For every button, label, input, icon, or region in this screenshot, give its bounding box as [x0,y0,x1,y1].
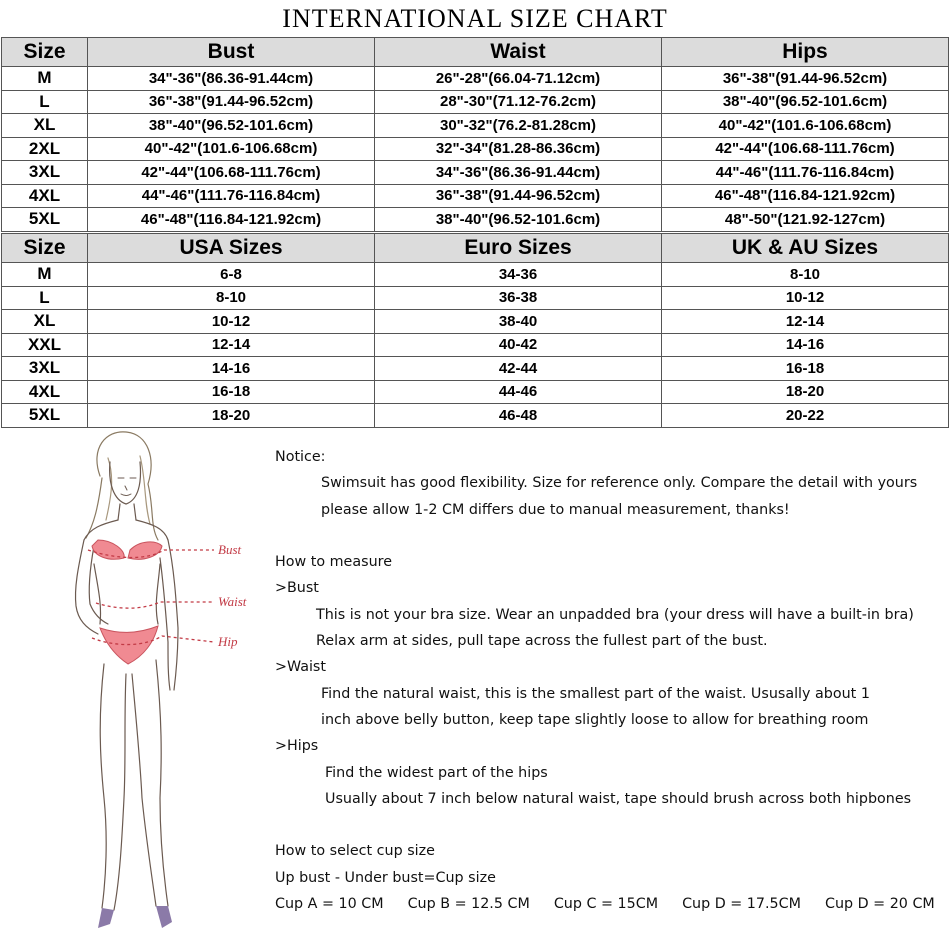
shoulders [84,520,168,540]
conversion-header-cell: UK & AU Sizes [662,234,949,263]
conversion-value-cell: 36-38 [375,286,662,310]
conversion-value-cell: 14-16 [88,357,375,381]
cup-size-item: Cup D = 17.5CM [682,896,801,913]
measurement-value-cell: 34"-36"(86.36-91.44cm) [88,67,375,91]
conversion-value-cell: 8-10 [662,263,949,287]
size-cell: M [2,67,88,91]
measurement-value-cell: 30"-32"(76.2-81.28cm) [375,114,662,138]
face-outline [110,462,141,504]
size-cell: 4XL [2,380,88,404]
waist-measure-line [96,602,214,608]
measurement-value-cell: 46"-48"(116.84-121.92cm) [88,208,375,232]
conversion-value-cell: 46-48 [375,404,662,428]
bust-label: Bust [218,542,242,557]
table-row [2,404,949,428]
conversion-header-row [2,234,949,263]
hips-heading: >Hips [275,738,319,755]
size-cell: 4XL [2,184,88,208]
table-row [2,263,949,287]
conversion-header-cell: Euro Sizes [375,234,662,263]
table-row [2,114,949,138]
measurement-value-cell: 38"-40"(96.52-101.6cm) [88,114,375,138]
measurement-value-cell: 32"-34"(81.28-86.36cm) [375,137,662,161]
conversion-value-cell: 10-12 [662,286,949,310]
measurement-value-cell: 36"-38"(91.44-96.52cm) [662,67,949,91]
cup-size-item: Cup B = 12.5 CM [407,896,530,913]
table-row [2,380,949,404]
measurement-value-cell: 48"-50"(121.92-127cm) [662,208,949,232]
size-cell: 2XL [2,137,88,161]
conversion-header-cell: USA Sizes [88,234,375,263]
notice-heading: Notice: [275,449,326,465]
body-measurement-illustration [28,428,268,943]
size-cell: XL [2,114,88,138]
size-cell: L [2,286,88,310]
waist-instruction: inch above belly button, keep tape slightly loose to allow for breathing room [321,711,869,728]
measurement-value-cell: 28"-30"(71.12-76.2cm) [375,90,662,114]
cup-heading: How to select cup size [275,843,435,860]
size-cell: XXL [2,333,88,357]
conversion-value-cell: 16-18 [88,380,375,404]
conversion-value-cell: 44-46 [375,380,662,404]
notice-line: please allow 1-2 CM differs due to manual measurement, thanks! [321,501,790,518]
size-cell: M [2,263,88,287]
waist-instruction: Find the natural waist, this is the smallest part of the waist. Ususally about 1 [321,685,870,702]
conversion-value-cell: 42-44 [375,357,662,381]
left-leg [100,664,126,910]
cup-size-item: Cup A = 10 CM [275,896,384,913]
bra-top [92,540,162,559]
conversion-value-cell: 38-40 [375,310,662,334]
size-cell: XL [2,310,88,334]
conversion-value-cell: 6-8 [88,263,375,287]
measurement-value-cell: 42"-44"(106.68-111.76cm) [88,161,375,185]
hips-instruction: Usually about 7 inch below natural waist, tape should brush across both hipbones [325,790,912,807]
size-cell: 5XL [2,208,88,232]
cup-formula: Up bust - Under bust=Cup size [275,869,496,886]
measure-heading: How to measure [275,554,392,571]
measurement-value-cell: 46"-48"(116.84-121.92cm) [662,184,949,208]
torso [94,564,160,624]
bust-instruction: This is not your bra size. Wear an unpadded bra (your dress will have a built-in bra) [316,606,914,623]
bust-instruction: Relax arm at sides, pull tape across the fullest part of the bust. [316,633,768,650]
measurement-header-cell: Bust [88,38,375,67]
conversion-value-cell: 8-10 [88,286,375,310]
table-row [2,208,949,232]
measurement-value-cell: 42"-44"(106.68-111.76cm) [662,137,949,161]
hips-instruction: Find the widest part of the hips [325,764,548,781]
measurement-value-cell: 44"-46"(111.76-116.84cm) [662,161,949,185]
conversion-table [1,233,949,428]
bust-heading: >Bust [275,580,319,597]
right-leg [132,660,168,906]
cup-size-item: Cup C = 15CM [553,896,659,913]
conversion-value-cell: 14-16 [662,333,949,357]
table-row [2,310,949,334]
size-cell: 5XL [2,404,88,428]
measurement-value-cell: 44"-46"(111.76-116.84cm) [88,184,375,208]
left-shoe [98,908,114,928]
conversion-value-cell: 40-42 [375,333,662,357]
measurement-value-cell: 36"-38"(91.44-96.52cm) [375,184,662,208]
table-row [2,90,949,114]
conversion-header-cell: Size [2,234,88,263]
waist-label: Waist [218,594,247,609]
measurement-table [1,37,949,232]
chart-title: INTERNATIONAL SIZE CHART [282,4,668,33]
conversion-value-cell: 18-20 [662,380,949,404]
conversion-value-cell: 20-22 [662,404,949,428]
table-row [2,333,949,357]
table-row [2,67,949,91]
size-cell: L [2,90,88,114]
conversion-value-cell: 10-12 [88,310,375,334]
hip-label: Hip [218,634,238,649]
table-row [2,137,949,161]
table-row [2,184,949,208]
measurement-header-row [2,38,949,67]
measurement-value-cell: 40"-42"(101.6-106.68cm) [662,114,949,138]
table-row [2,161,949,185]
right-arm [160,540,178,690]
measurement-value-cell: 34"-36"(86.36-91.44cm) [375,161,662,185]
measurement-header-cell: Hips [662,38,949,67]
measurement-value-cell: 38"-40"(96.52-101.6cm) [375,208,662,232]
measuring-notes [275,444,945,917]
cup-size-list [275,891,945,917]
notice-line: Swimsuit has good flexibility. Size for reference only. Compare the detail with yours [321,475,918,492]
measurement-value-cell: 36"-38"(91.44-96.52cm) [88,90,375,114]
measurement-header-cell: Size [2,38,88,67]
table-row [2,357,949,381]
measurement-value-cell: 38"-40"(96.52-101.6cm) [662,90,949,114]
conversion-value-cell: 18-20 [88,404,375,428]
size-cell: 3XL [2,357,88,381]
measurement-value-cell: 26"-28"(66.04-71.12cm) [375,67,662,91]
cup-size-item: Cup D = 20 CM [824,896,935,913]
waist-heading: >Waist [275,659,326,676]
table-row [2,286,949,310]
conversion-value-cell: 34-36 [375,263,662,287]
measurement-value-cell: 40"-42"(101.6-106.68cm) [88,137,375,161]
conversion-value-cell: 12-14 [88,333,375,357]
right-shoe [156,906,172,928]
conversion-value-cell: 16-18 [662,357,949,381]
measurement-header-cell: Waist [375,38,662,67]
conversion-value-cell: 12-14 [662,310,949,334]
size-cell: 3XL [2,161,88,185]
